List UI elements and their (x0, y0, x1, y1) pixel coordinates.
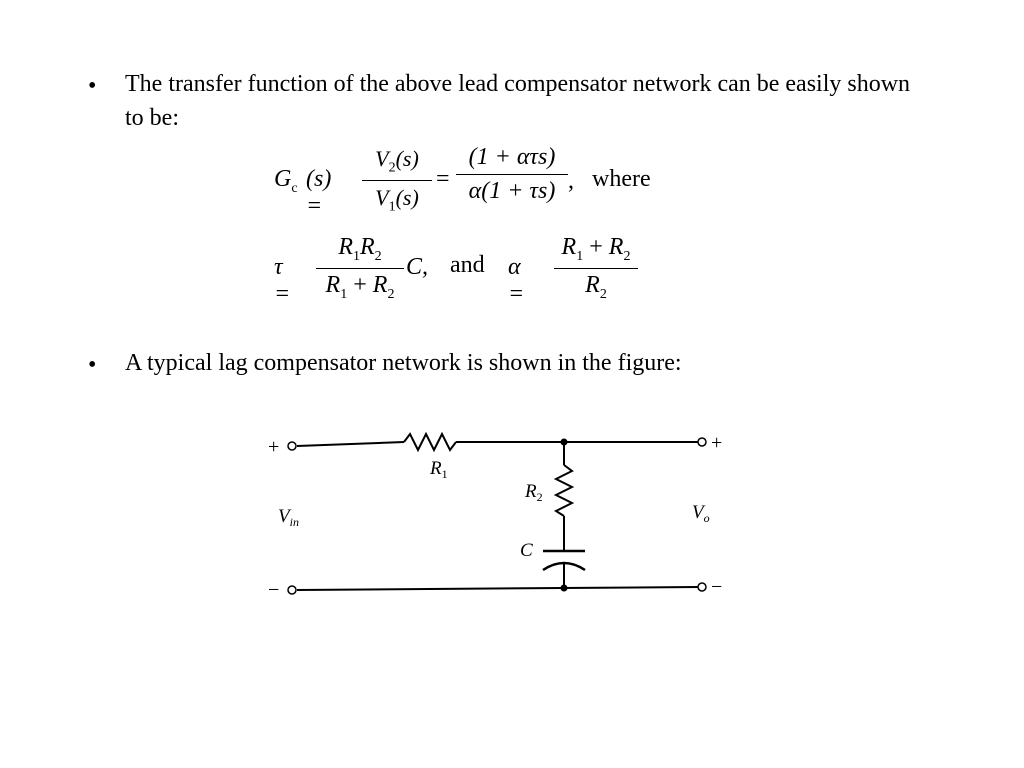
alpha-fraction: $R_1 + R_2$ $R_2$ (554, 234, 638, 303)
r1-label: $R_1$ (430, 458, 448, 481)
output-plus-label: + (711, 432, 723, 454)
vo-label: $V_o$ (692, 502, 710, 525)
where-word: where (592, 166, 651, 192)
resistor-r1-symbol (404, 434, 456, 450)
bottom-wire (297, 587, 698, 590)
capacitance-term: C, (406, 254, 429, 280)
bullet-text-1: The transfer function of the above lead compensator network can be easily shown to be: (125, 71, 911, 131)
r2-label: $R_2$ (525, 481, 543, 504)
input-plus-terminal (288, 442, 296, 450)
equals-sign: = (436, 166, 450, 192)
vin-label: $V_{in}$ (278, 506, 299, 529)
bullet-text-2: A typical lag compensator network is shown in the figure: (125, 350, 682, 376)
gc-symbol: $G_c$ (274, 166, 298, 196)
bullet-marker-2: • (88, 352, 97, 378)
alpha-equals: α = (508, 254, 525, 307)
top-wire-left (297, 442, 404, 446)
c-label: C (520, 540, 533, 561)
output-minus-label: − (711, 576, 723, 598)
lead-transfer-fraction: (1 + ατs) α(1 + τs) (456, 144, 568, 205)
output-plus-terminal (698, 438, 706, 446)
voltage-ratio-fraction: $V_2(s)$ $V_1(s)$ (362, 146, 432, 216)
resistor-r2-symbol (556, 465, 572, 516)
input-minus-label: − (268, 579, 280, 601)
input-plus-label: + (268, 436, 280, 458)
input-minus-terminal (288, 586, 296, 594)
bullet-marker-1: • (88, 73, 97, 99)
equation-comma: , (568, 168, 574, 194)
tau-fraction: $R_1R_2$ $R_1 + R_2$ (316, 234, 404, 303)
tau-equals: τ = (274, 254, 291, 307)
and-word: and (450, 252, 485, 278)
gc-argument: (s) = (306, 166, 332, 219)
output-minus-terminal (698, 583, 706, 591)
